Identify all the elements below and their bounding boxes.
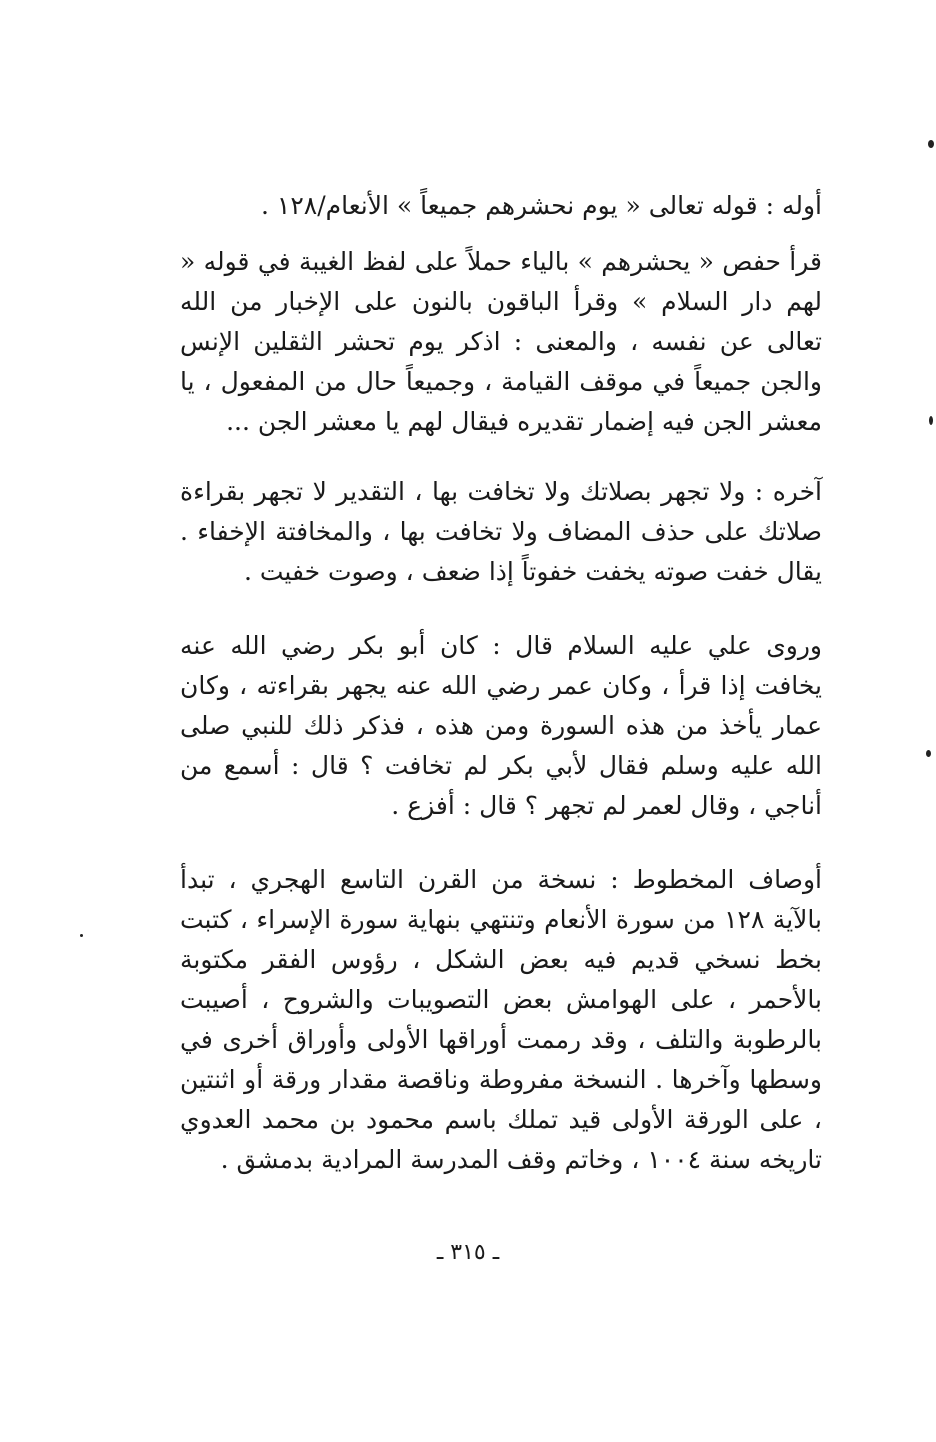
header-line: أوله : قوله تعالى « يوم نحشرهم جميعاً » الأنعام/١٢٨ .: [261, 191, 822, 220]
paragraph-first: قرأ حفص « يحشرهم » بالياء حملاً على لفظ الغيبة في قوله « لهم دار السلام » وقرأ الباقون بالنون على الإخبار من الله تعالى عن نفسه ، والمعنى : اذكر يوم تحشر الثقلين الإنس والجن جميعاً في موقف القيامة ، وجميعاً حال من المفعول ، يا معشر الجن فيه إضمار تقديره فيقال لهم يا معشر الجن ...: [180, 247, 822, 436]
scan-speck: [80, 934, 83, 937]
paragraph-description: أوصاف المخطوط : نسخة من القرن التاسع الهجري ، تبدأ بالآية ١٢٨ من سورة الأنعام وتنتهي بنهاية سورة الإسراء ، كتبت بخط نسخي قديم فيه بعض الشكل ، رؤوس الفقر مكتوبة بالأحمر ، على الهوامش بعض التصويبات والشروح ، أصيبت بالرطوبة والتلف ، وقد رممت أوراقها الأولى وأوراق أخرى في وسطها وآخرها . النسخة مفروطة وناقصة مقدار ورقة أو اثنتين ، على الورقة الأولى قيد تملك باسم محمود بن محمد العدوي تاريخه سنة ١٠٠٤ ، وخاتم وقف المدرسة المرادية بدمشق .: [180, 865, 822, 1174]
manuscript-opening-line: [180, 186, 822, 226]
scan-speck: [928, 140, 934, 148]
paragraph-narration: وروى علي عليه السلام قال : كان أبو بكر رضي الله عنه يخافت إذا قرأ ، وكان عمر رضي الله عنه يجهر بقراءته ، وكان عمار يأخذ من هذه السورة ومن هذه ، فذكر ذلك للنبي صلى الله عليه وسلم فقال لأبي بكر لم تخافت ؟ قال : أسمع من أناجي ، وقال لعمر لم تجهر ؟ قال : أفزع .: [180, 631, 822, 820]
scan-speck: [926, 750, 931, 757]
scan-speck: [929, 416, 933, 425]
commentary-paragraph: [180, 242, 822, 442]
page-number: ـ ٣١٥ ـ: [436, 1240, 500, 1265]
manuscript-closing-paragraph: [180, 472, 822, 592]
paragraph-last: آخره : ولا تجهر بصلاتك ولا تخافت بها ، التقدير لا تجهر بقراءة صلاتك على حذف المضاف ولا تخافت بها ، والمخافتة الإخفاء . يقال خفت صوته يخفت خفوتاً إذا ضعف ، وصوت خفيت .: [180, 477, 822, 586]
narration-paragraph: [180, 626, 822, 826]
manuscript-description-paragraph: [180, 860, 822, 1180]
